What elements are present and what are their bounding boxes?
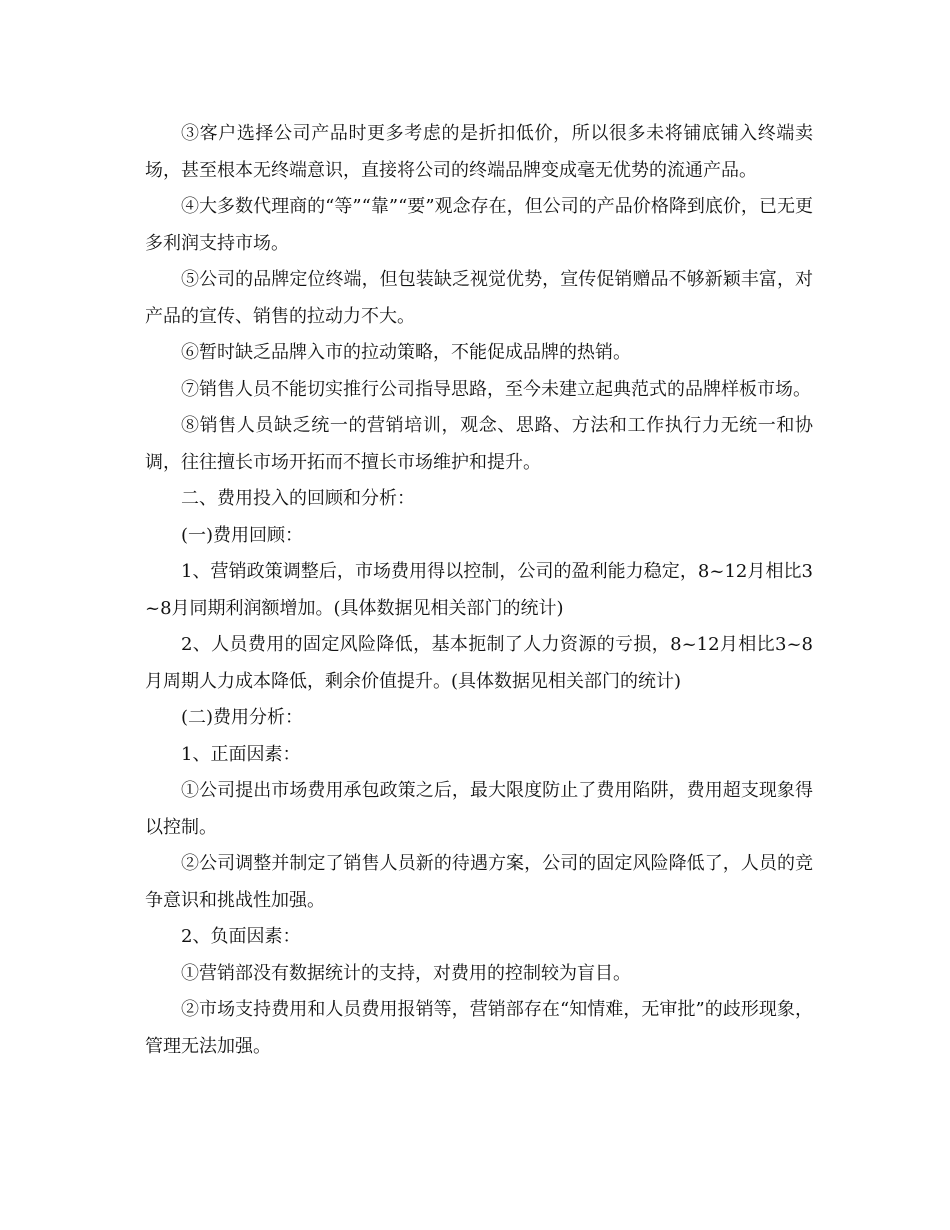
paragraph-4-agent-attitude: ④大多数代理商的“等”“靠”“要”观念存在，但公司的产品价格降到底价，已无更多利润支持市场。 bbox=[145, 196, 813, 254]
heading-negative-factors: 2、负面因素： bbox=[181, 926, 301, 947]
paragraph-7-sales-guidance: ⑦销售人员不能切实推行公司指导思路，至今未建立起典范式的品牌样板市场。 bbox=[181, 378, 811, 400]
paragraph-8-sales-training: ⑧销售人员缺乏统一的营销培训，观念、思路、方法和工作执行力无统一和协调，往往擅长市场开拓而不擅长市场维护和提升。 bbox=[145, 415, 813, 473]
paragraph-positive-1: ①公司提出市场费用承包政策之后，最大限度防止了费用陷阱，费用超支现象得以控制。 bbox=[145, 780, 813, 838]
heading-positive-factors: 1、正面因素： bbox=[181, 743, 301, 765]
paragraph-6-brand-strategy: ⑥暂时缺乏品牌入市的拉动策略，不能促成品牌的热销。 bbox=[181, 342, 631, 363]
paragraph-marketing-policy: 1、营销政策调整后，市场费用得以控制，公司的盈利能力稳定，8~12月相比3~8月同期利润额增加。(具体数据见相关部门的统计) bbox=[145, 561, 813, 619]
paragraph-negative-2: ②市场支持费用和人员费用报销等，营销部存在“知情难，无审批”的歧形现象，管理无法加强。 bbox=[145, 999, 813, 1057]
paragraph-personnel-cost: 2、人员费用的固定风险降低，基本扼制了人力资源的亏损，8~12月相比3~8月周期人力成本降低，剩余价值提升。(具体数据见相关部门的统计) bbox=[145, 634, 813, 692]
subsection-heading-cost-recap: (一)费用回顾： bbox=[181, 524, 304, 546]
subsection-heading-cost-analysis: (二)费用分析： bbox=[181, 707, 304, 728]
paragraph-positive-2: ②公司调整并制定了销售人员新的待遇方案，公司的固定风险降低了，人员的竞争意识和挑战性加强。 bbox=[145, 853, 813, 911]
document-body bbox=[145, 116, 813, 1065]
paragraph-negative-1: ①营销部没有数据统计的支持，对费用的控制较为盲目。 bbox=[181, 962, 631, 984]
paragraph-3-customer-discount: ③客户选择公司产品时更多考虑的是折扣低价，所以很多未将铺底铺入终端卖场，甚至根本无终端意识，直接将公司的终端品牌变成毫无优势的流通产品。 bbox=[145, 123, 813, 181]
paragraph-5-packaging: ⑤公司的品牌定位终端，但包装缺乏视觉优势，宣传促销赠品不够新颖丰富，对产品的宣传、销售的拉动力不大。 bbox=[145, 269, 813, 327]
section-heading-cost-review: 二、费用投入的回顾和分析： bbox=[181, 488, 415, 509]
